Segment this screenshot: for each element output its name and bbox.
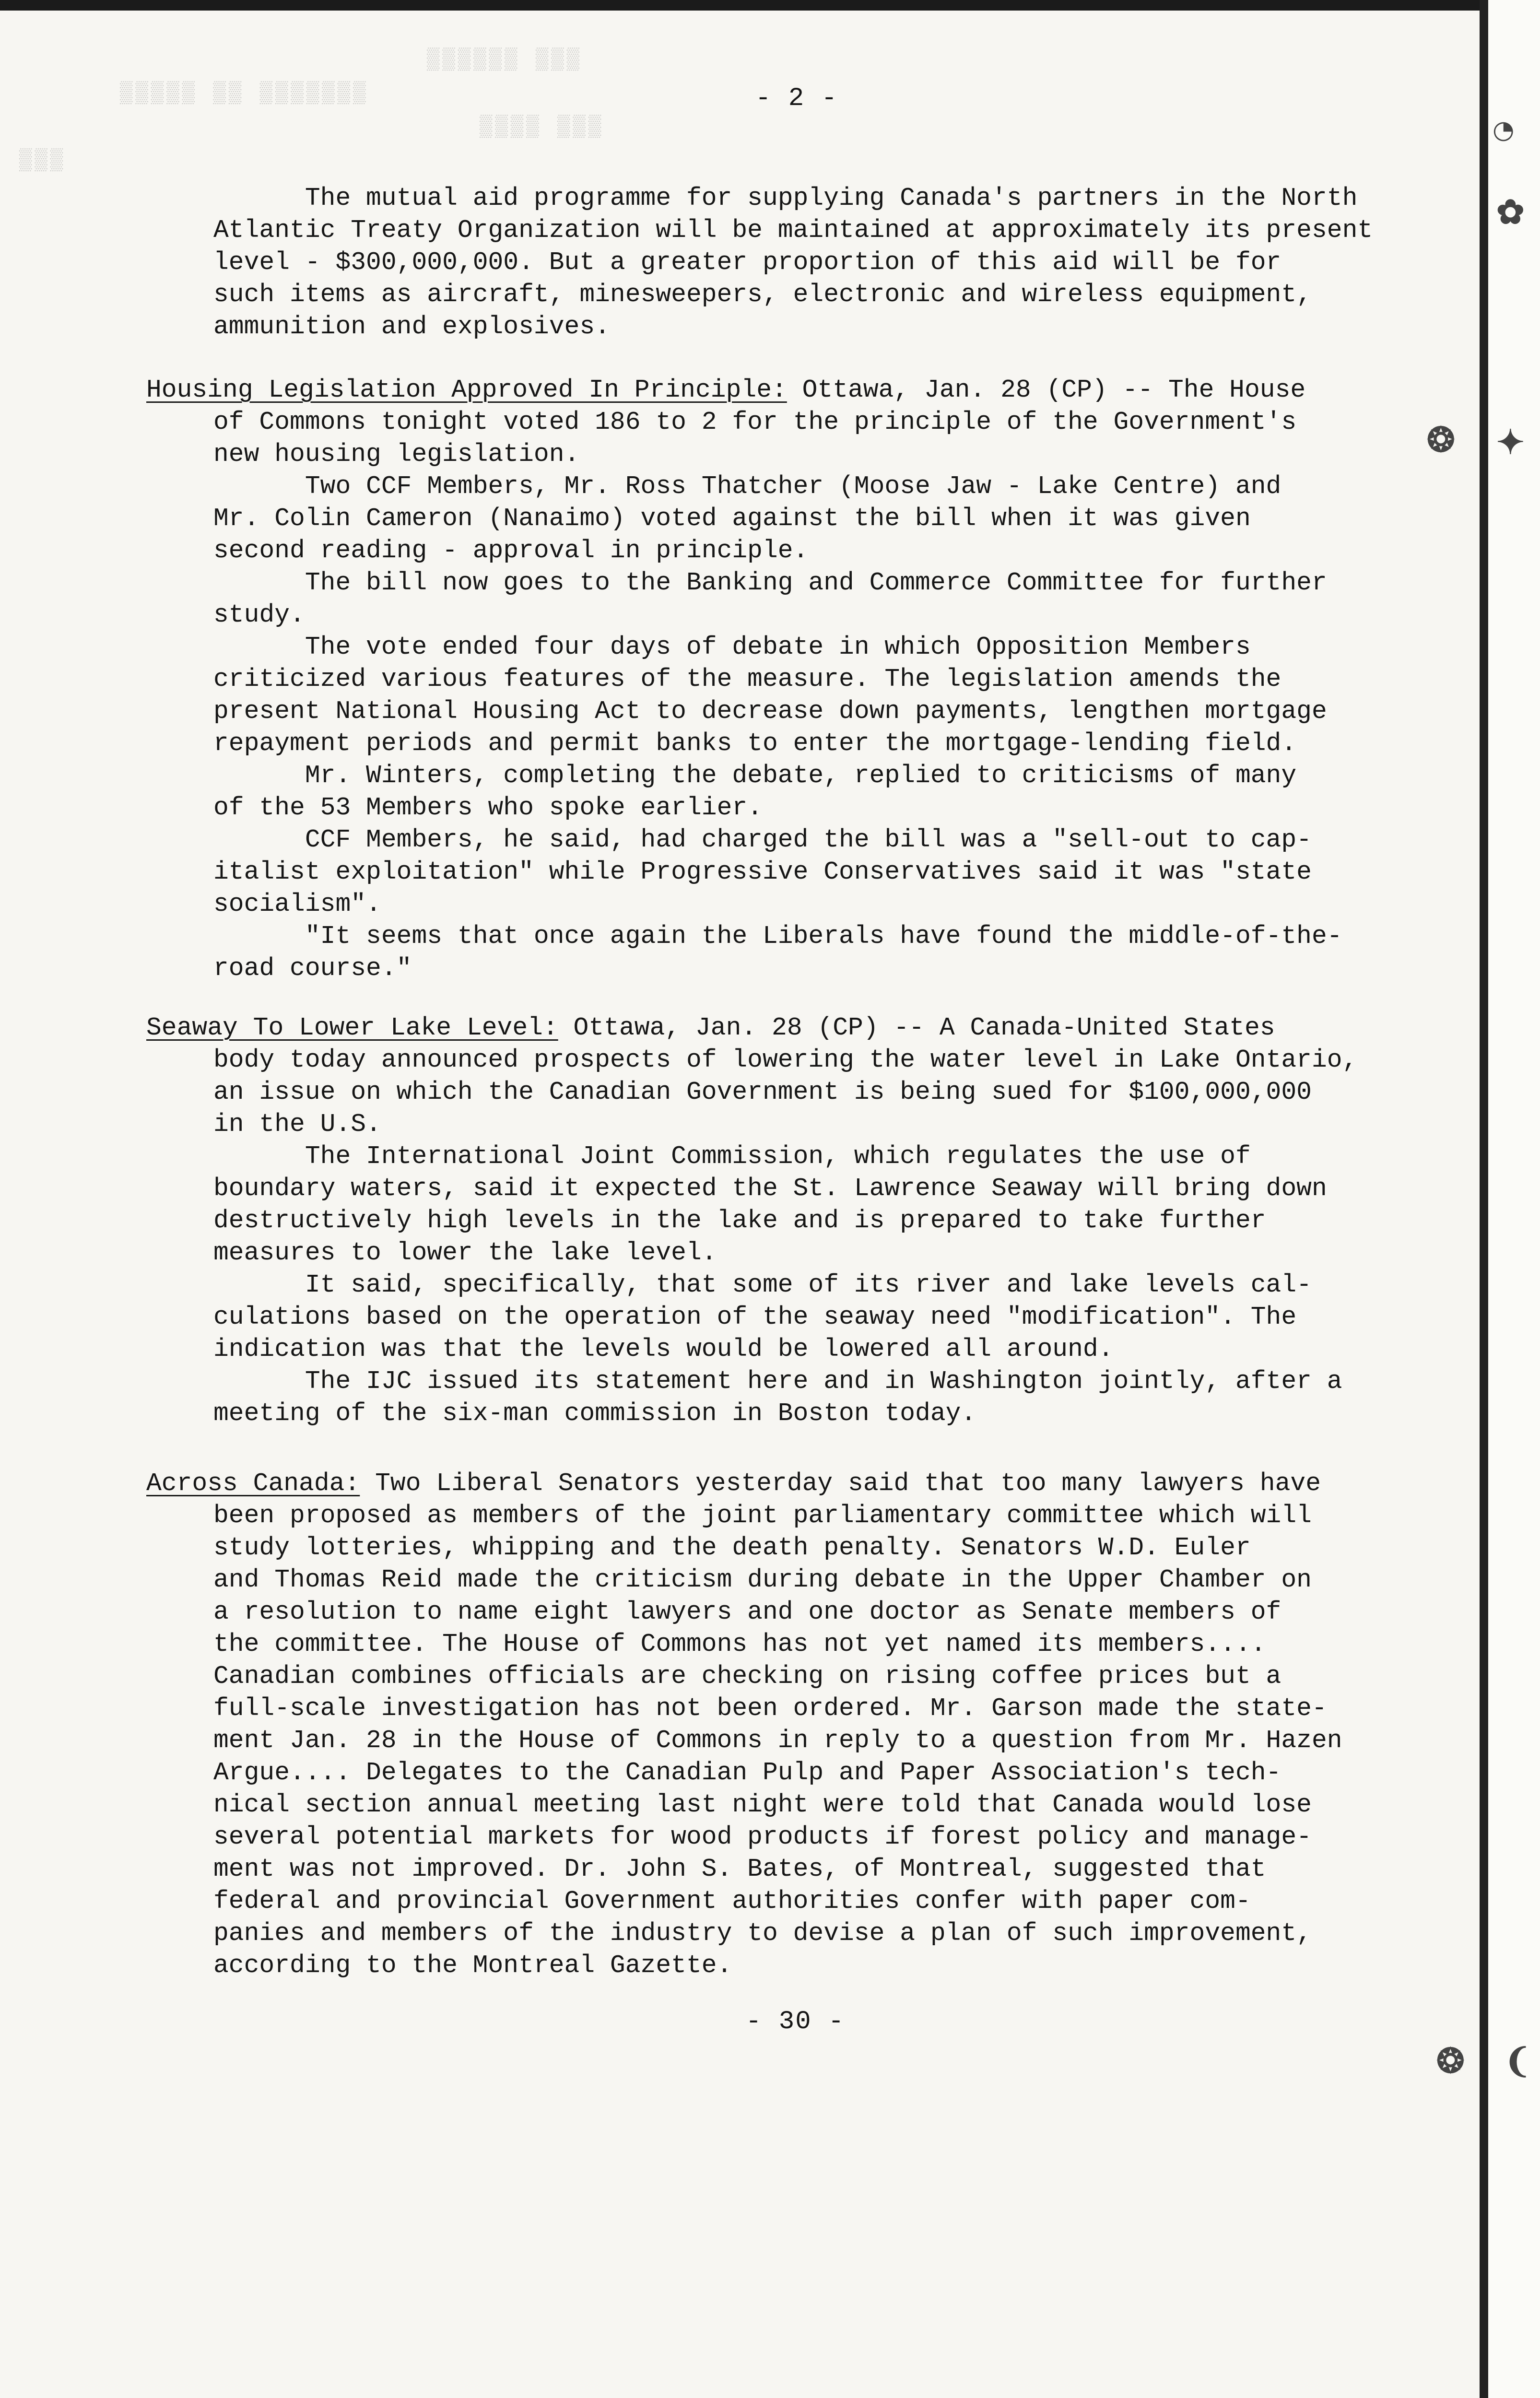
- article-heading: Seaway To Lower Lake Level:: [146, 1013, 558, 1042]
- article-dateline: Two Liberal Senators yesterday said that too many lawyers have: [360, 1469, 1321, 1498]
- text-line: level - $300,000,000. But a greater proportion of this aid will be for: [213, 248, 1281, 277]
- margin-stamp-mark: ❨: [1504, 2041, 1532, 2081]
- text-line: several potential markets for wood products if forest policy and manage-: [213, 1822, 1312, 1851]
- article-dateline: Ottawa, Jan. 28 (CP) -- The House: [787, 376, 1306, 404]
- text-line: Mr. Winters, completing the debate, replied to criticisms of many: [213, 761, 1297, 790]
- text-line: It said, specifically, that some of its river and lake levels cal-: [213, 1270, 1312, 1299]
- text-line: body today announced prospects of lowering the water level in Lake Ontario,: [213, 1046, 1358, 1074]
- text-line: of Commons tonight voted 186 to 2 for the principle of the Government's: [213, 408, 1297, 436]
- text-line: ment was not improved. Dr. John S. Bates, of Montreal, suggested that: [213, 1855, 1266, 1883]
- text-line: an issue on which the Canadian Government is being sued for $100,000,000: [213, 1078, 1312, 1106]
- text-line: according to the Montreal Gazette.: [213, 1951, 732, 1980]
- article-first-line: [146, 1468, 1460, 1500]
- scan-top-border: [0, 0, 1540, 11]
- bleed-through-mark: ▒▒▒▒▒ ▒▒ ▒▒▒▒▒▒▒: [120, 82, 369, 106]
- text-line: indication was that the levels would be lowered all around.: [213, 1335, 1114, 1364]
- bleed-through-mark: ▒▒▒▒ ▒▒▒: [480, 115, 604, 139]
- text-line: destructively high levels in the lake and is prepared to take further: [213, 1206, 1266, 1235]
- text-line: italist exploitation" while Progressive Conservatives said it was "state: [213, 858, 1312, 886]
- text-line: socialism".: [213, 890, 381, 918]
- text-line: "It seems that once again the Liberals have found the middle-of-the-: [213, 922, 1342, 951]
- article-dateline: Ottawa, Jan. 28 (CP) -- A Canada-United States: [558, 1013, 1275, 1042]
- punch-hole-mark: ❂: [1436, 2041, 1465, 2081]
- text-line: boundary waters, said it expected the St. Lawrence Seaway will bring down: [213, 1174, 1327, 1203]
- article-across-canada: [146, 1468, 1460, 1982]
- text-line: The mutual aid programme for supplying Canada's partners in the North: [213, 184, 1358, 212]
- text-line: CCF Members, he said, had charged the bill was a "sell-out to cap-: [213, 825, 1312, 854]
- text-line: Mr. Colin Cameron (Nanaimo) voted against the bill when it was given: [213, 504, 1251, 533]
- text-line: in the U.S.: [213, 1110, 381, 1139]
- text-line: full-scale investigation has not been ordered. Mr. Garson made the state-: [213, 1694, 1327, 1723]
- text-line: new housing legislation.: [213, 440, 580, 469]
- article-seaway-lake-level: [146, 1012, 1460, 1430]
- text-line: federal and provincial Government authorities confer with paper com-: [213, 1887, 1251, 1916]
- text-line: ammunition and explosives.: [213, 312, 610, 341]
- text-line: The bill now goes to the Banking and Commerce Committee for further: [213, 568, 1327, 597]
- text-line: the committee. The House of Commons has not yet named its members....: [213, 1630, 1266, 1658]
- text-line: criticized various features of the measure. The legislation amends the: [213, 665, 1281, 694]
- margin-stamp-mark: ✦: [1496, 422, 1525, 462]
- text-line: Argue.... Delegates to the Canadian Pulp and Paper Association's tech-: [213, 1758, 1281, 1787]
- text-line: ment Jan. 28 in the House of Commons in reply to a question from Mr. Hazen: [213, 1726, 1342, 1755]
- text-line: road course.": [213, 954, 412, 983]
- text-line: Two CCF Members, Mr. Ross Thatcher (Moose Jaw - Lake Centre) and: [213, 472, 1281, 501]
- text-line: present National Housing Act to decrease down payments, lengthen mortgage: [213, 697, 1327, 726]
- text-line: been proposed as members of the joint parliamentary committee which will: [213, 1501, 1312, 1530]
- text-line: study.: [213, 600, 305, 629]
- intro-paragraph: [146, 182, 1460, 343]
- text-line: and Thomas Reid made the criticism during debate in the Upper Chamber on: [213, 1565, 1312, 1594]
- article-first-line: [146, 1012, 1460, 1044]
- scan-right-border: [1480, 0, 1488, 2398]
- page-number-top: - 2 -: [755, 84, 838, 113]
- punch-hole-mark: ❂: [1427, 420, 1455, 459]
- text-line: The vote ended four days of debate in which Opposition Members: [213, 633, 1251, 661]
- text-line: Canadian combines officials are checking on rising coffee prices but a: [213, 1662, 1281, 1691]
- article-heading: Across Canada:: [146, 1469, 360, 1498]
- bleed-through-mark: ▒▒▒▒▒▒ ▒▒▒: [427, 48, 583, 72]
- text-line: The International Joint Commission, which regulates the use of: [213, 1142, 1251, 1171]
- scan-right-margin: [1488, 0, 1540, 2398]
- text-line: measures to lower the lake level.: [213, 1238, 717, 1267]
- text-line: The IJC issued its statement here and in Washington jointly, after a: [213, 1367, 1342, 1396]
- text-line: culations based on the operation of the seaway need "modification". The: [213, 1303, 1297, 1331]
- margin-stamp-mark: ◔: [1493, 115, 1515, 144]
- text-line: study lotteries, whipping and the death penalty. Senators W.D. Euler: [213, 1533, 1251, 1562]
- article-heading: Housing Legislation Approved In Principle:: [146, 376, 787, 404]
- bleed-through-mark: ▒▒▒: [19, 149, 66, 173]
- page-number-bottom: - 30 -: [746, 2007, 845, 2036]
- article-housing-legislation: [146, 374, 1460, 985]
- text-line: of the 53 Members who spoke earlier.: [213, 793, 763, 822]
- text-line: second reading - approval in principle.: [213, 536, 809, 565]
- article-first-line: [146, 374, 1460, 406]
- text-line: a resolution to name eight lawyers and one doctor as Senate members of: [213, 1598, 1281, 1626]
- margin-stamp-mark: ✿: [1496, 192, 1525, 232]
- text-line: such items as aircraft, minesweepers, electronic and wireless equipment,: [213, 280, 1312, 309]
- text-line: nical section annual meeting last night were told that Canada would lose: [213, 1790, 1312, 1819]
- text-line: repayment periods and permit banks to enter the mortgage-lending field.: [213, 729, 1297, 758]
- text-line: Atlantic Treaty Organization will be maintained at approximately its present: [213, 216, 1373, 245]
- text-line: panies and members of the industry to devise a plan of such improvement,: [213, 1919, 1312, 1948]
- text-line: meeting of the six-man commission in Boston today.: [213, 1399, 976, 1428]
